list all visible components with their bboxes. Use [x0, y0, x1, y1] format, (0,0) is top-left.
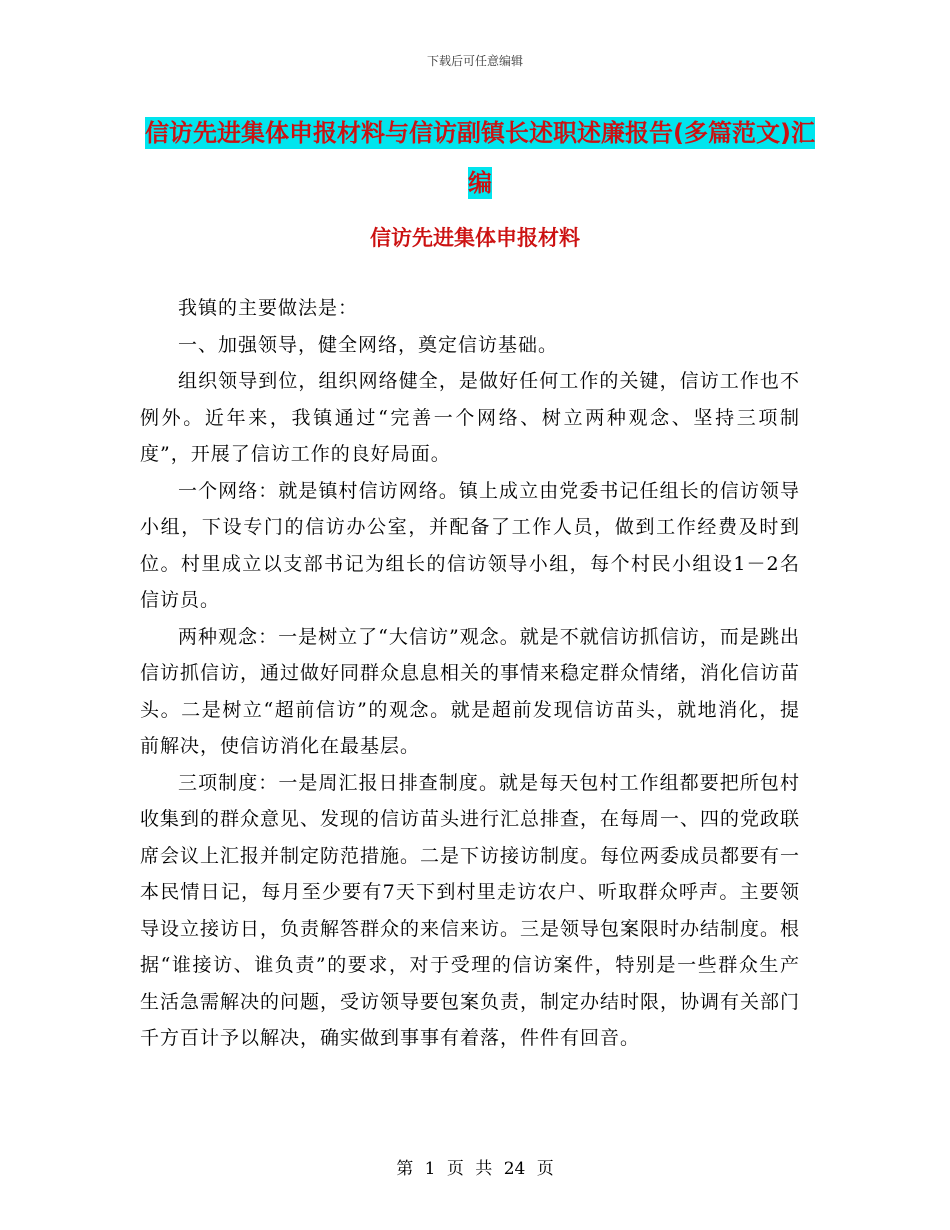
paragraph: 两种观念：一是树立了“大信访”观念。就是不就信访抓信访，而是跳出信访抓信访，通过做好同群众息息相关的事情来稳定群众情绪，消化信访苗头。二是树立“超前信访”的观念。就是超前发现信访苗头，就地消化，提前解决，使信访消化在最基层。: [140, 625, 801, 757]
paragraph: 三项制度：一是周汇报日排查制度。就是每天包村工作组都要把所包村收集到的群众意见、发现的信访苗头进行汇总排查，在每周一、四的党政联席会议上汇报并制定防范措施。二是下访接访制度。每位两委成员都要有一本民情日记，每月至少要有7天下到村里走访农户、听取群众呼声。主要领导设立接访日，负责解答群众的来信来访。三是领导包案限时办结制度。根据“谁接访、谁负责”的要求，对于受理的信访案件，特别是一些群众生产生活急需解决的问题，受访领导要包案负责，制定办结时限，协调有关部门千方百计予以解决，确实做到事事有着落，件件有回音。: [140, 771, 801, 1049]
paragraph: 我镇的主要做法是：: [178, 297, 359, 319]
paragraph: 一个网络：就是镇村信访网络。镇上成立由党委书记任组长的信访领导小组，下设专门的信访办公室，并配备了工作人员，做到工作经费及时到位。村里成立以支部书记为组长的信访领导小组，每个村民小组设1－2名信访员。: [140, 479, 800, 611]
document-title-text: 信访先进集体申报材料与信访副镇长述职述廉报告(多篇范文)汇编: [145, 119, 815, 197]
paragraph: 组织领导到位，组织网络健全，是做好任何工作的关键，信访工作也不例外。近年来，我镇通过“完善一个网络、树立两种观念、坚持三项制度”，开展了信访工作的良好局面。: [140, 370, 800, 465]
section-title: 信访先进集体申报材料: [370, 226, 580, 250]
document-title: [140, 108, 820, 208]
page-number-footer: 第 1 页 共 24 页: [396, 1159, 554, 1179]
paragraph: 一、加强领导，健全网络，奠定信访基础。: [178, 333, 559, 356]
header-note: 下载后可任意编辑: [426, 54, 523, 68]
document-body: [140, 290, 800, 1057]
